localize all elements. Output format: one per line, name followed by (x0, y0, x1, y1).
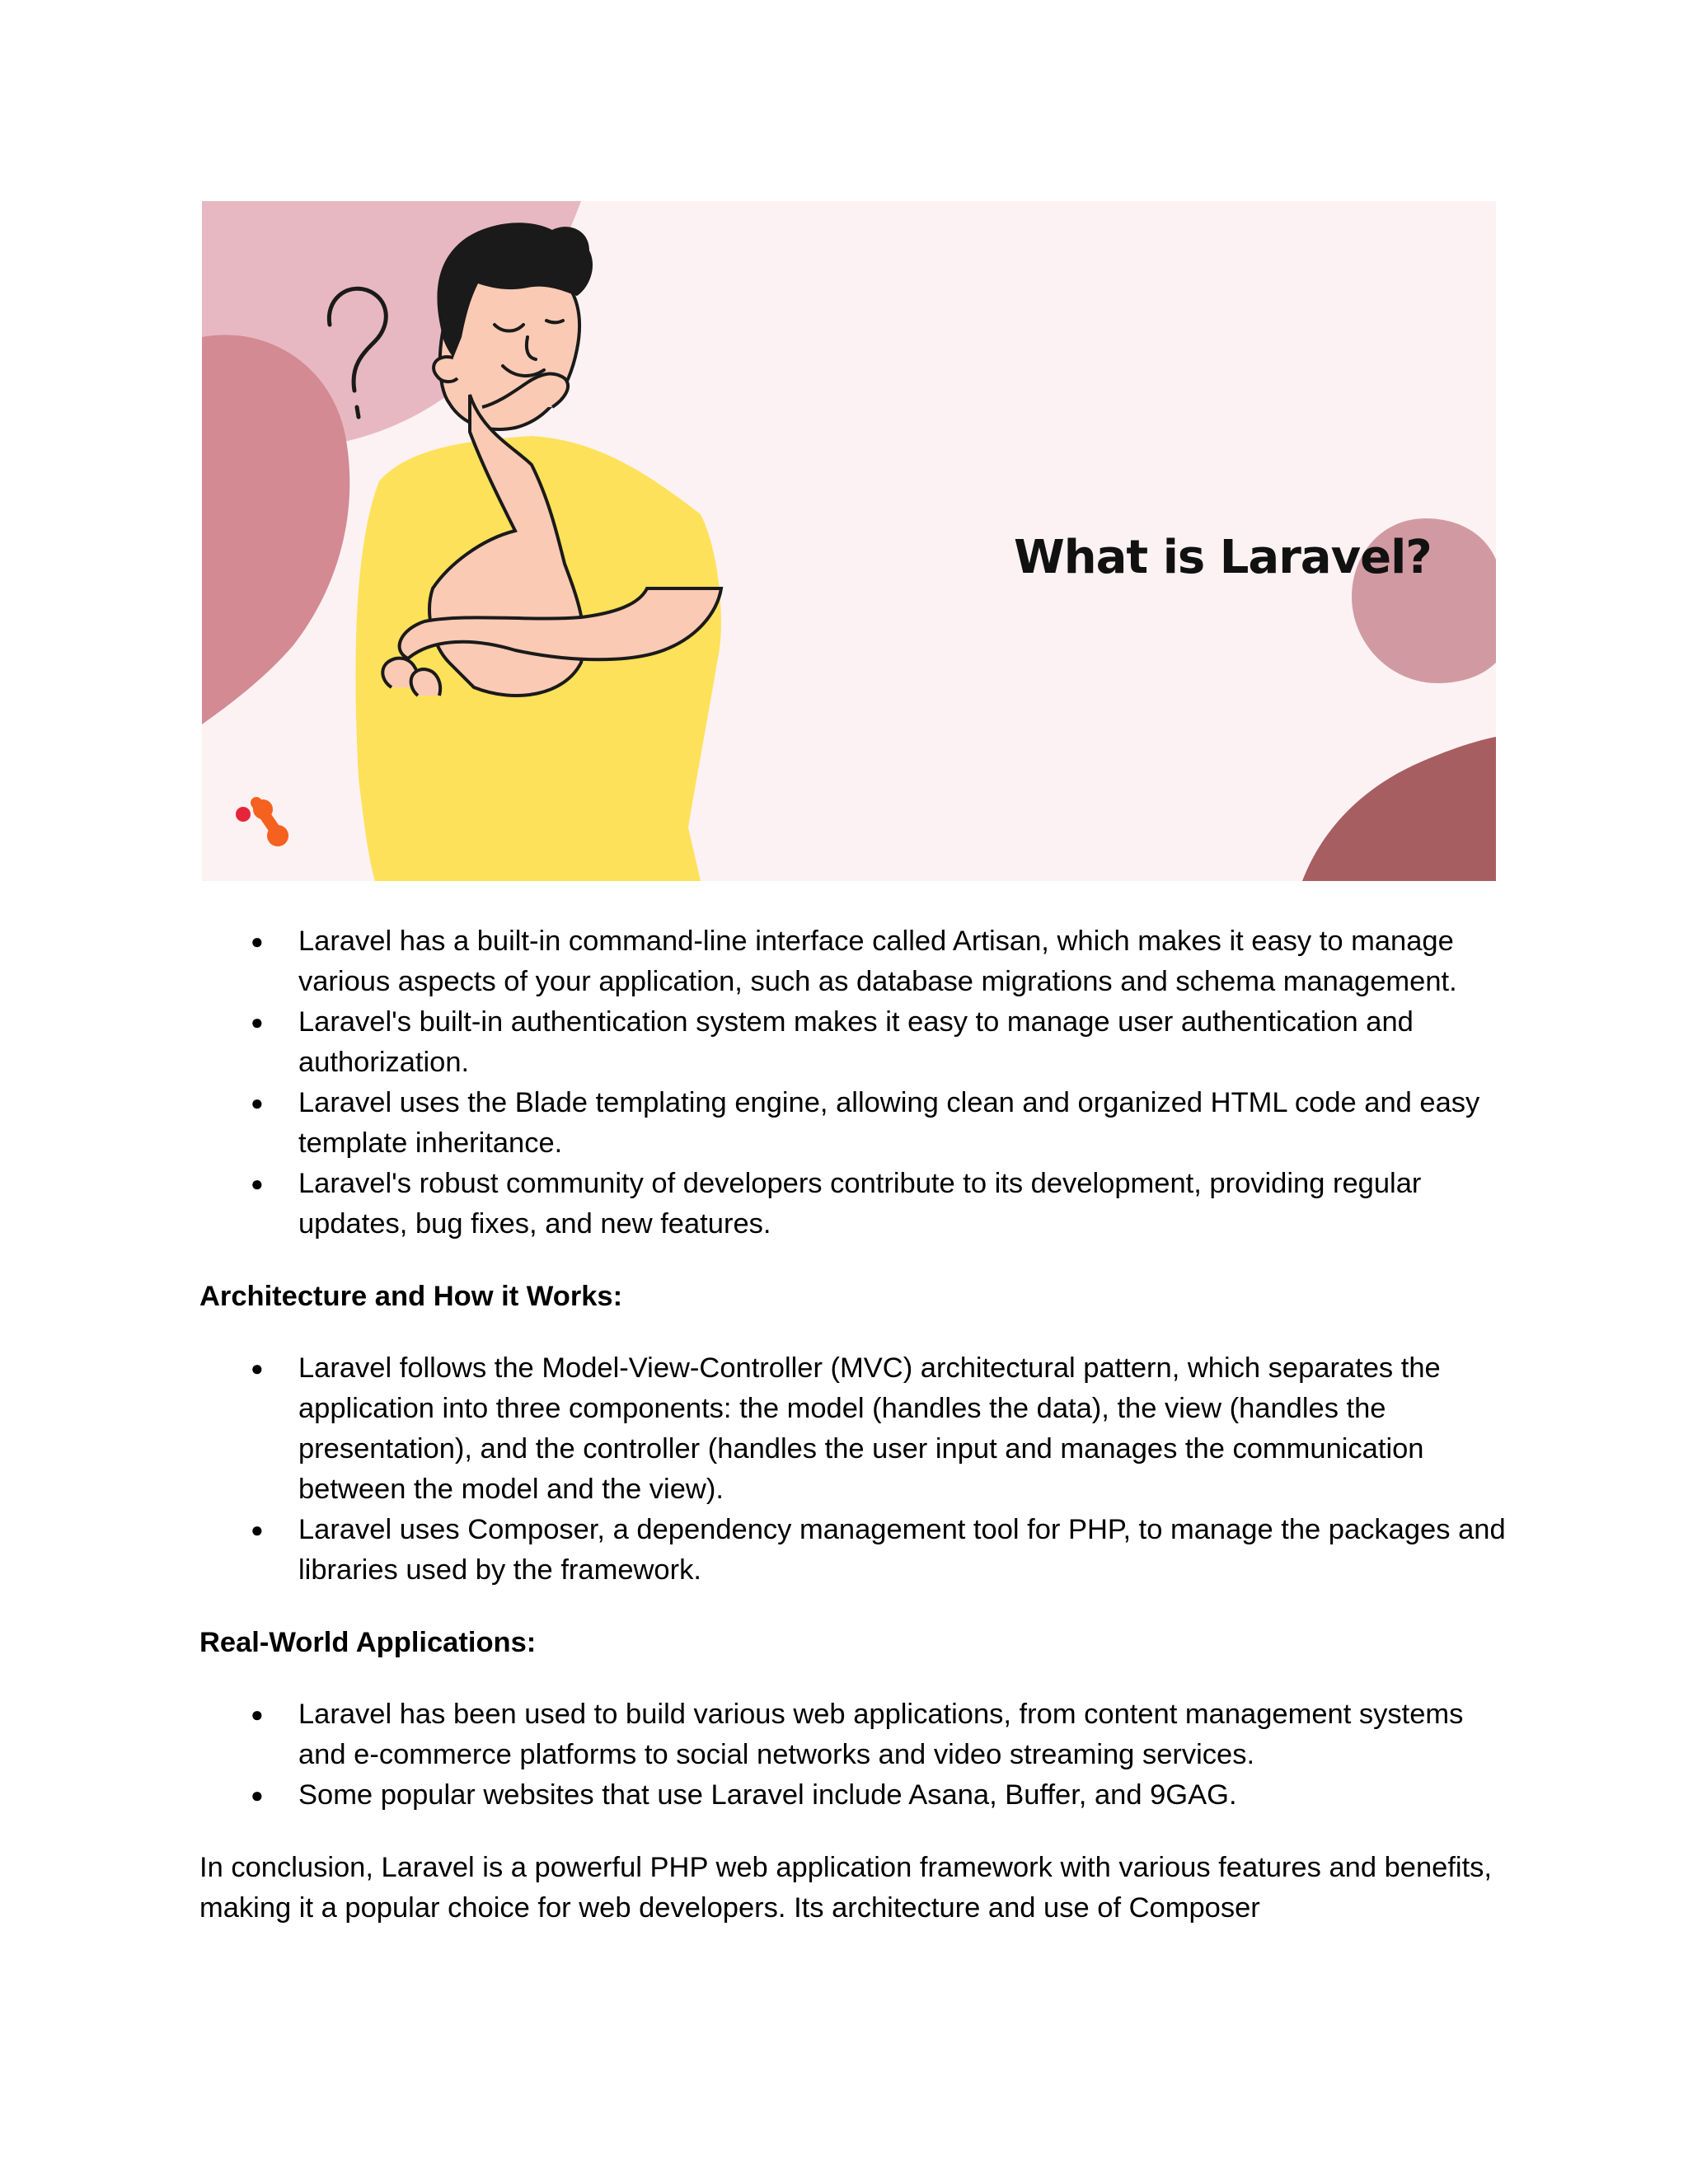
bullet-icon: ● (251, 1010, 264, 1034)
applications-heading: Real-World Applications: (199, 1627, 537, 1658)
bullet-icon: ● (251, 1356, 264, 1380)
hero-banner-image (202, 201, 1496, 881)
list-item (199, 1694, 1506, 1775)
list-item-text: Some popular websites that use Laravel include Asana, Buffer, and 9GAG. (298, 1779, 1237, 1811)
list-item (199, 1348, 1506, 1510)
list-item-text: Laravel uses Composer, a dependency management tool for PHP, to manage the packages and libraries used by the framework. (298, 1514, 1506, 1586)
hero-title: What is Laravel? (1014, 531, 1432, 584)
conclusion-paragraph: In conclusion, Laravel is a powerful PHP web application framework with various features and benefits, making it a popular choice for web developers. Its architecture and use of Composer (199, 1852, 1493, 1924)
intro-bullet-list (199, 921, 1506, 1244)
list-item (199, 1083, 1506, 1164)
list-item (199, 1775, 1506, 1816)
list-item-text: Laravel uses the Blade templating engine, allowing clean and organized HTML code and easy template inheritance. (298, 1087, 1480, 1159)
list-item-text: Laravel has a built-in command-line interface called Artisan, which makes it easy to manage various aspects of your application, such as database migrations and schema management. (298, 926, 1457, 997)
bullet-icon: ● (251, 1090, 264, 1115)
article-body (199, 921, 1506, 1929)
list-item-text: Laravel's robust community of developers contribute to its development, providing regular updates, bug fixes, and new features. (298, 1168, 1422, 1240)
list-item (199, 921, 1506, 1002)
applications-bullet-list (199, 1694, 1506, 1816)
bullet-icon: ● (251, 1517, 264, 1542)
list-item (199, 1164, 1506, 1244)
bullet-icon: ● (251, 1702, 264, 1727)
list-item-text: Laravel's built-in authentication system makes it easy to manage user authentication and authorization. (298, 1006, 1414, 1078)
bullet-icon: ● (251, 1783, 264, 1807)
list-item-text: Laravel follows the Model-View-Controller (MVC) architectural pattern, which separates the application into three components: the model (handles the data), the view (handles the presentation), and the controller (handles the user input and manages the communication between the model and the view). (298, 1352, 1441, 1505)
bullet-icon: ● (251, 929, 264, 954)
bullet-icon: ● (251, 1171, 264, 1196)
list-item-text: Laravel has been used to build various web applications, from content management systems and e-commerce platforms to social networks and video streaming services. (298, 1699, 1464, 1770)
architecture-heading: Architecture and How it Works: (199, 1281, 623, 1312)
list-item (199, 1510, 1506, 1591)
list-item (199, 1002, 1506, 1083)
architecture-bullet-list (199, 1348, 1506, 1591)
